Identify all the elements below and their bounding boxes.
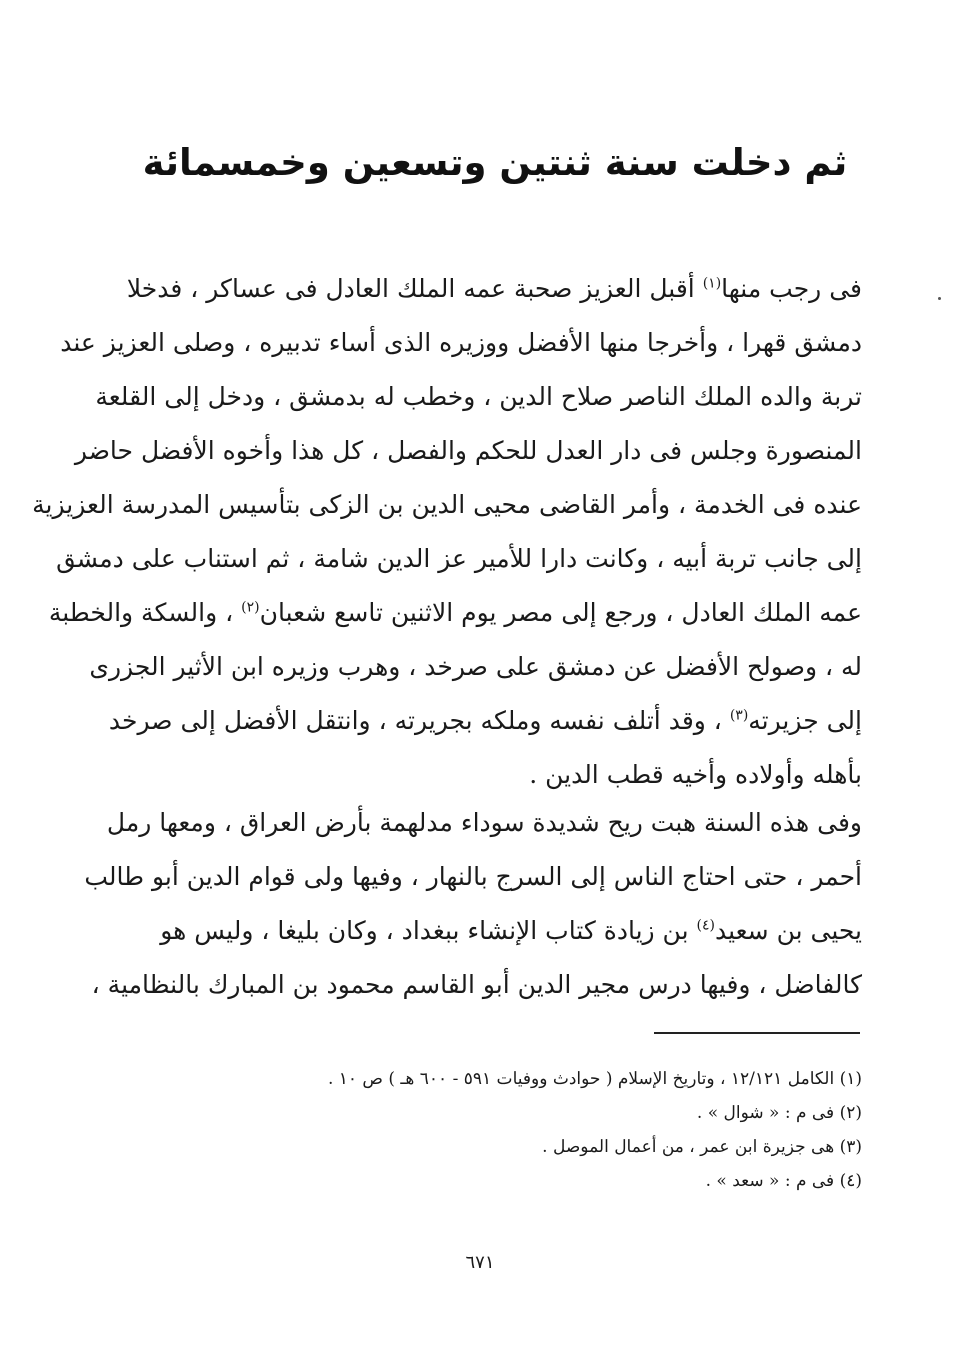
footnote-1: (١) الكامل ١٢/١٢١ ، وتاريخ الإسلام ( حوادث ووفيات ٥٩١ - ٦٠٠ هـ ) ص ١٠ . (327, 1069, 862, 1089)
footnote-ref-2: (٢) (241, 599, 260, 616)
footnote-4: (٤) فى م : « سعد » . (705, 1171, 862, 1191)
text-line: بأهله وأولاده وأخيه قطب الدين . (529, 760, 862, 789)
text-line (150, 904, 862, 958)
text-line: أحمر ، حتى احتاج الناس إلى السرج بالنهار ، وفيها ولى قوام الدين أبو طالب (84, 862, 862, 891)
footnote-ref-1: (١) (702, 275, 722, 292)
text-line: عنده فى الخدمة ، وأمر القاضى محيى الدين بن الزكى بتأسيس المدرسة العزيزية (32, 490, 862, 519)
line-text: عمه الملك العادل ، ورجع إلى مصر يوم الاثنين تاسع شعبان (259, 598, 862, 627)
footnotes (150, 1062, 862, 1198)
footnote-2: (٢) فى م : « شوال » . (696, 1103, 862, 1123)
paragraph-2 (84, 796, 862, 1012)
text-line: وفى هذه السنة هبت ريح شديدة سوداء مدلهمة بأرض العراق ، ومعها رمل (106, 808, 862, 837)
footnote-ref-3: (٣) (729, 707, 749, 724)
page-number: ٦٧١ (465, 1252, 495, 1273)
line-text: إلى جزيرته (748, 706, 862, 735)
text-line: دمشق قهرا ، وأخرجا منها الأفضل ووزيره الذى أساء تدبيره ، وصلى العزيز عند (60, 328, 862, 357)
text-line: تربة والده الملك الناصر صلاح الدين ، وخطب له بدمشق ، ودخل إلى القلعة (95, 382, 862, 411)
line-text: أقبل العزيز صحبة عمه الملك العادل فى عساكر ، فدخلا (126, 274, 703, 303)
line-text: ، والسكة والخطبة (48, 598, 242, 627)
footnote-separator (654, 1032, 860, 1034)
text-line: المنصورة وجلس فى دار العدل للحكم والفصل ، كل هذا وأخوه الأفضل حاضر (74, 436, 862, 465)
line-text: يحيى بن سعيد (714, 916, 862, 945)
line-text: ، وقد أتلف نفسه وملكه بجريرته ، وانتقل الأفضل إلى صرخد (108, 706, 730, 735)
print-speck (938, 297, 941, 300)
line-text: فى رجب منها (721, 274, 862, 303)
chapter-heading: ثم دخلت سنة ثنتين وتسعين وخمسمائة (142, 141, 848, 184)
paragraph-1 (32, 262, 862, 802)
text-line: له ، وصولح الأفضل عن دمشق على صرخد ، وهرب وزيره ابن الأثير الجزرى (89, 652, 862, 681)
footnote-ref-4: (٤) (696, 917, 715, 934)
text-line: كالفاضل ، وفيها درس مجير الدين أبو القاسم محمود بن المبارك بالنظامية ، (91, 970, 862, 999)
text-line (108, 694, 862, 748)
line-text: بن زيادة كتاب الإنشاء ببغداد ، وكان بليغا ، وليس هو (160, 916, 697, 945)
text-line (126, 262, 862, 316)
text-line (48, 586, 862, 640)
footnote-3: (٣) هى جزيرة ابن عمر ، من أعمال الموصل . (542, 1137, 862, 1157)
text-line: إلى جانب تربة أبيه ، وكانت دارا للأمير عز الدين شامة ، ثم استناب على دمشق (56, 544, 862, 573)
